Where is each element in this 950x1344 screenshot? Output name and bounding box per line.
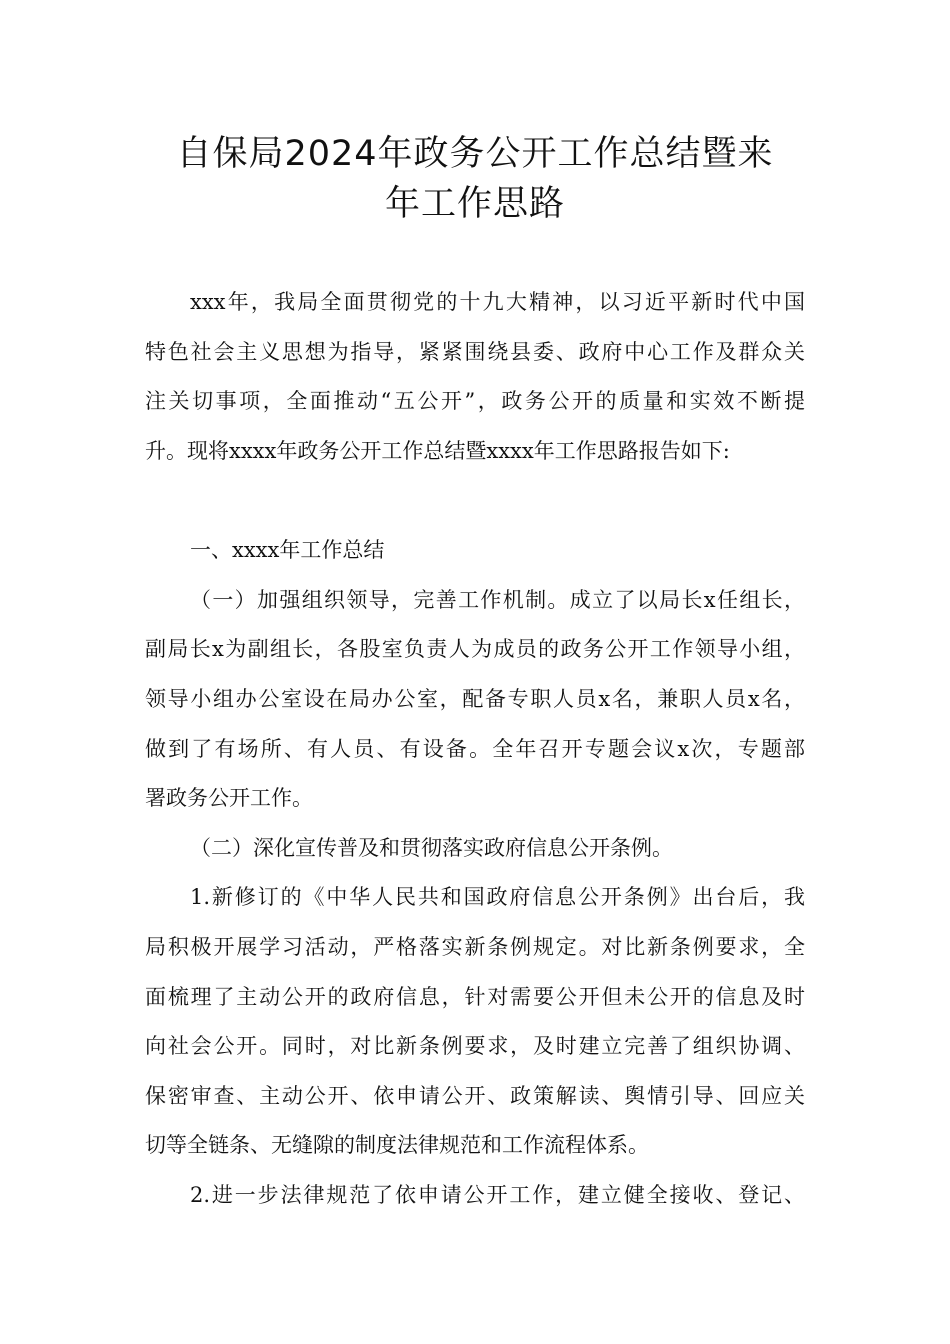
item1-line: 向社会公开。同时，对比新条例要求，及时建立完善了组织协调、: [145, 1034, 805, 1058]
sub2-heading: （二）深化宣传普及和贯彻落实政府信息公开条例。: [190, 836, 673, 860]
intro-line: 特色社会主义思想为指导，紧紧围绕县委、政府中心工作及群众关: [145, 340, 805, 364]
item1-line: 切等全链条、无缝隙的制度法律规范和工作流程体系。: [145, 1133, 649, 1157]
section-heading: 一、xxxx年工作总结: [190, 538, 385, 562]
item2-line: 2.进一步法律规范了依申请公开工作，建立健全接收、登记、: [190, 1183, 805, 1207]
item1-line: 保密审查、主动公开、依申请公开、政策解读、舆情引导、回应关: [145, 1084, 805, 1108]
intro-line: xxx年，我局全面贯彻党的十九大精神，以习近平新时代中国: [190, 290, 805, 314]
intro-line: 注关切事项，全面推动“五公开”，政务公开的质量和实效不断提: [145, 389, 805, 413]
sub1-line: 领导小组办公室设在局办公室，配备专职人员x名，兼职人员x名，: [145, 687, 805, 711]
document-title-line-1: 自保局2024年政务公开工作总结暨来: [176, 134, 774, 174]
item1-line: 1.新修订的《中华人民共和国政府信息公开条例》出台后，我: [190, 885, 805, 909]
sub1-line: （一）加强组织领导，完善工作机制。成立了以局长x任组长，: [190, 588, 805, 612]
sub1-line: 副局长x为副组长，各股室负责人为成员的政务公开工作领导小组，: [145, 637, 805, 661]
sub1-line: 做到了有场所、有人员、有设备。全年召开专题会议x次，专题部: [145, 737, 805, 761]
intro-line: 升。现将xxxx年政务公开工作总结暨xxxx年工作思路报告如下:: [145, 439, 730, 463]
item1-line: 面梳理了主动公开的政府信息，针对需要公开但未公开的信息及时: [145, 985, 805, 1009]
sub1-line: 署政务公开工作。: [145, 786, 313, 810]
item1-line: 局积极开展学习活动，严格落实新条例规定。对比新条例要求，全: [145, 935, 805, 959]
document-title-line-2: 年工作思路: [384, 184, 565, 224]
